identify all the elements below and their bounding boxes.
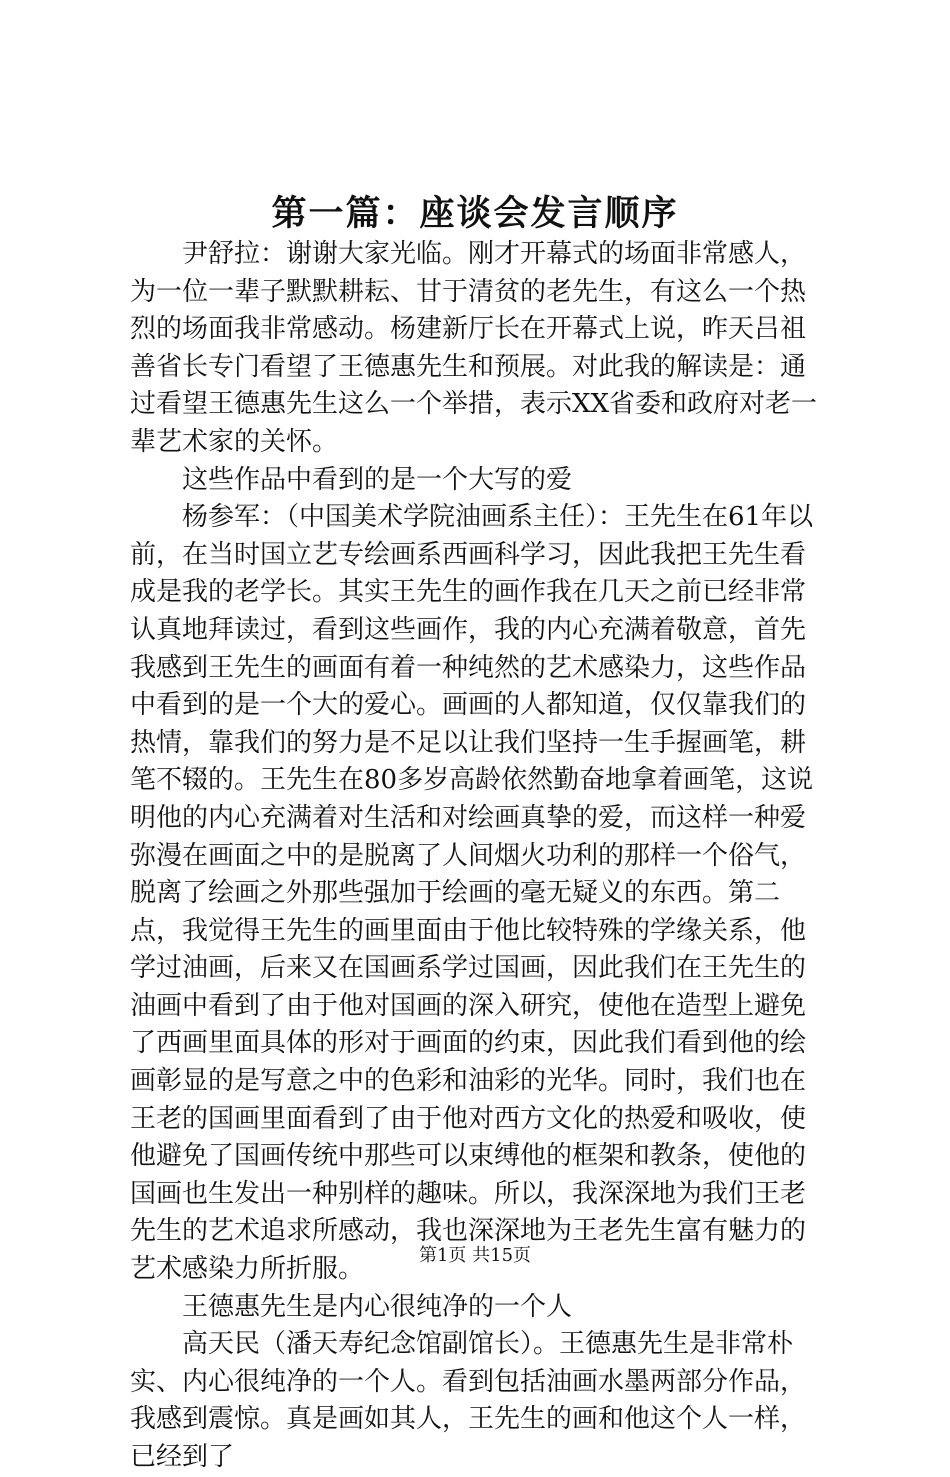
document-title: 第一篇：座谈会发言顺序: [271, 194, 679, 234]
paragraph-gao-tianmin: 高天民（潘天寿纪念馆副馆长）。王德惠先生是非常朴实、内心很纯净的一个人。看到包括油画水墨两部分作品，我感到震惊。真是画如其人，王先生的画和他这个人一样，已经到了: [130, 1329, 807, 1472]
page-footer: 第1页 共15页: [418, 1245, 532, 1266]
paragraph-opening-remarks: 尹舒拉：谢谢大家光临。刚才开幕式的场面非常感人，为一位一辈子默默耕耘、甘于清贫的老先生，有这么一个热烈的场面我非常感动。杨建新厅长在开幕式上说，昨天吕祖善省长专门看望了王德惠先生和预展。对此我的解读是：通过看望王德惠先生这么一个举措，表示XX省委和政府对老一辈艺术家的关怀。: [130, 239, 818, 457]
paragraph-yang-canjun: 杨参军：（中国美术学院油画系主任）：王先生在61年以前，在当时国立艺专绘画系西画科学习，因此我把王先生看成是我的老学长。其实王先生的画作我在几天之前已经非常认真地拜读过，看到这些画作，我的内心充满着敬意，首先我感到王先生的画面有着一种纯然的艺术感染力，这些作品中看到的是一个大的爱心。画画的人都知道，仅仅靠我们的热情，靠我们的努力是不足以让我们坚持一生手握画笔，耕笔不辍的。王先生在80多岁高龄依然勤奋地拿着画笔，这说明他的内心充满着对生活和对绘画真挚的爱，而这样一种爱弥漫在画面之中的是脱离了人间烟火功利的那样一个俗气，脱离了绘画之外那些强加于绘画的毫无疑义的东西。第二点，我觉得王先生的画里面由于他比较特殊的学缘关系，他学过油画，后来又在国画系学过国画，因此我们在王先生的油画中看到了由于他对国画的深入研究，使他在造型上避免了西画里面具体的形对于画面的约束，因此我们看到他的绘画彰显的是写意之中的色彩和油彩的光华。同时，我们也在王老的国画里面看到了由于他对西方文化的热爱和吸收，使他避免了国画传统中那些可以束缚他的框架和教条，使他的国画也生发出一种别样的趣味。所以，我深深地为我们王老先生的艺术追求所感动，我也深深地为王老先生富有魅力的艺术感染力所折服。: [130, 502, 814, 1285]
section-heading-pure-heart: 王德惠先生是内心很纯净的一个人: [182, 1291, 573, 1322]
section-heading-love: 这些作品中看到的是一个大写的爱: [182, 464, 573, 495]
document-body: [130, 236, 830, 1477]
